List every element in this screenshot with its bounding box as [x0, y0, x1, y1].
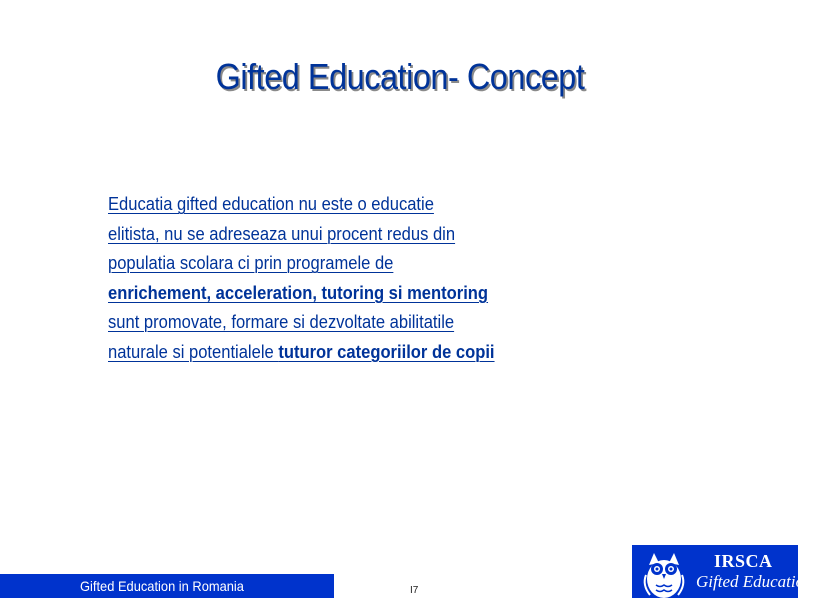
irsca-logo [632, 545, 813, 598]
body-line [108, 220, 586, 250]
body-line [108, 308, 586, 338]
footer-label: Gifted Education in Romania [80, 578, 244, 594]
body-text-segment: populatia scolara ci prin programele de [108, 253, 394, 273]
body-line [108, 279, 586, 309]
body-text-segment: sunt promovate, formare si dezvoltate abilitatile [108, 312, 455, 332]
body-text-emphasis: enrichement, acceleration, tutoring si mentoring [108, 282, 489, 303]
body-line [108, 249, 586, 279]
body-text-segment: elitista, nu se adreseaza unui procent redus din [108, 223, 456, 244]
logo-title: IRSCA [714, 551, 773, 571]
logo-subtitle: Gifted Education [696, 572, 813, 591]
body-line [108, 190, 586, 220]
footer-bar [0, 574, 334, 598]
body-text-segment: Educatia gifted education nu este o educatie [108, 194, 434, 214]
slide-body-text [108, 190, 586, 367]
page-number: I7 [410, 585, 419, 596]
body-text-emphasis: tuturor categoriilor de copii [278, 341, 495, 362]
body-text-segment: naturale si potentialele [108, 341, 279, 362]
body-line [108, 338, 586, 368]
slide-title: Gifted Education- Concept [215, 56, 585, 97]
